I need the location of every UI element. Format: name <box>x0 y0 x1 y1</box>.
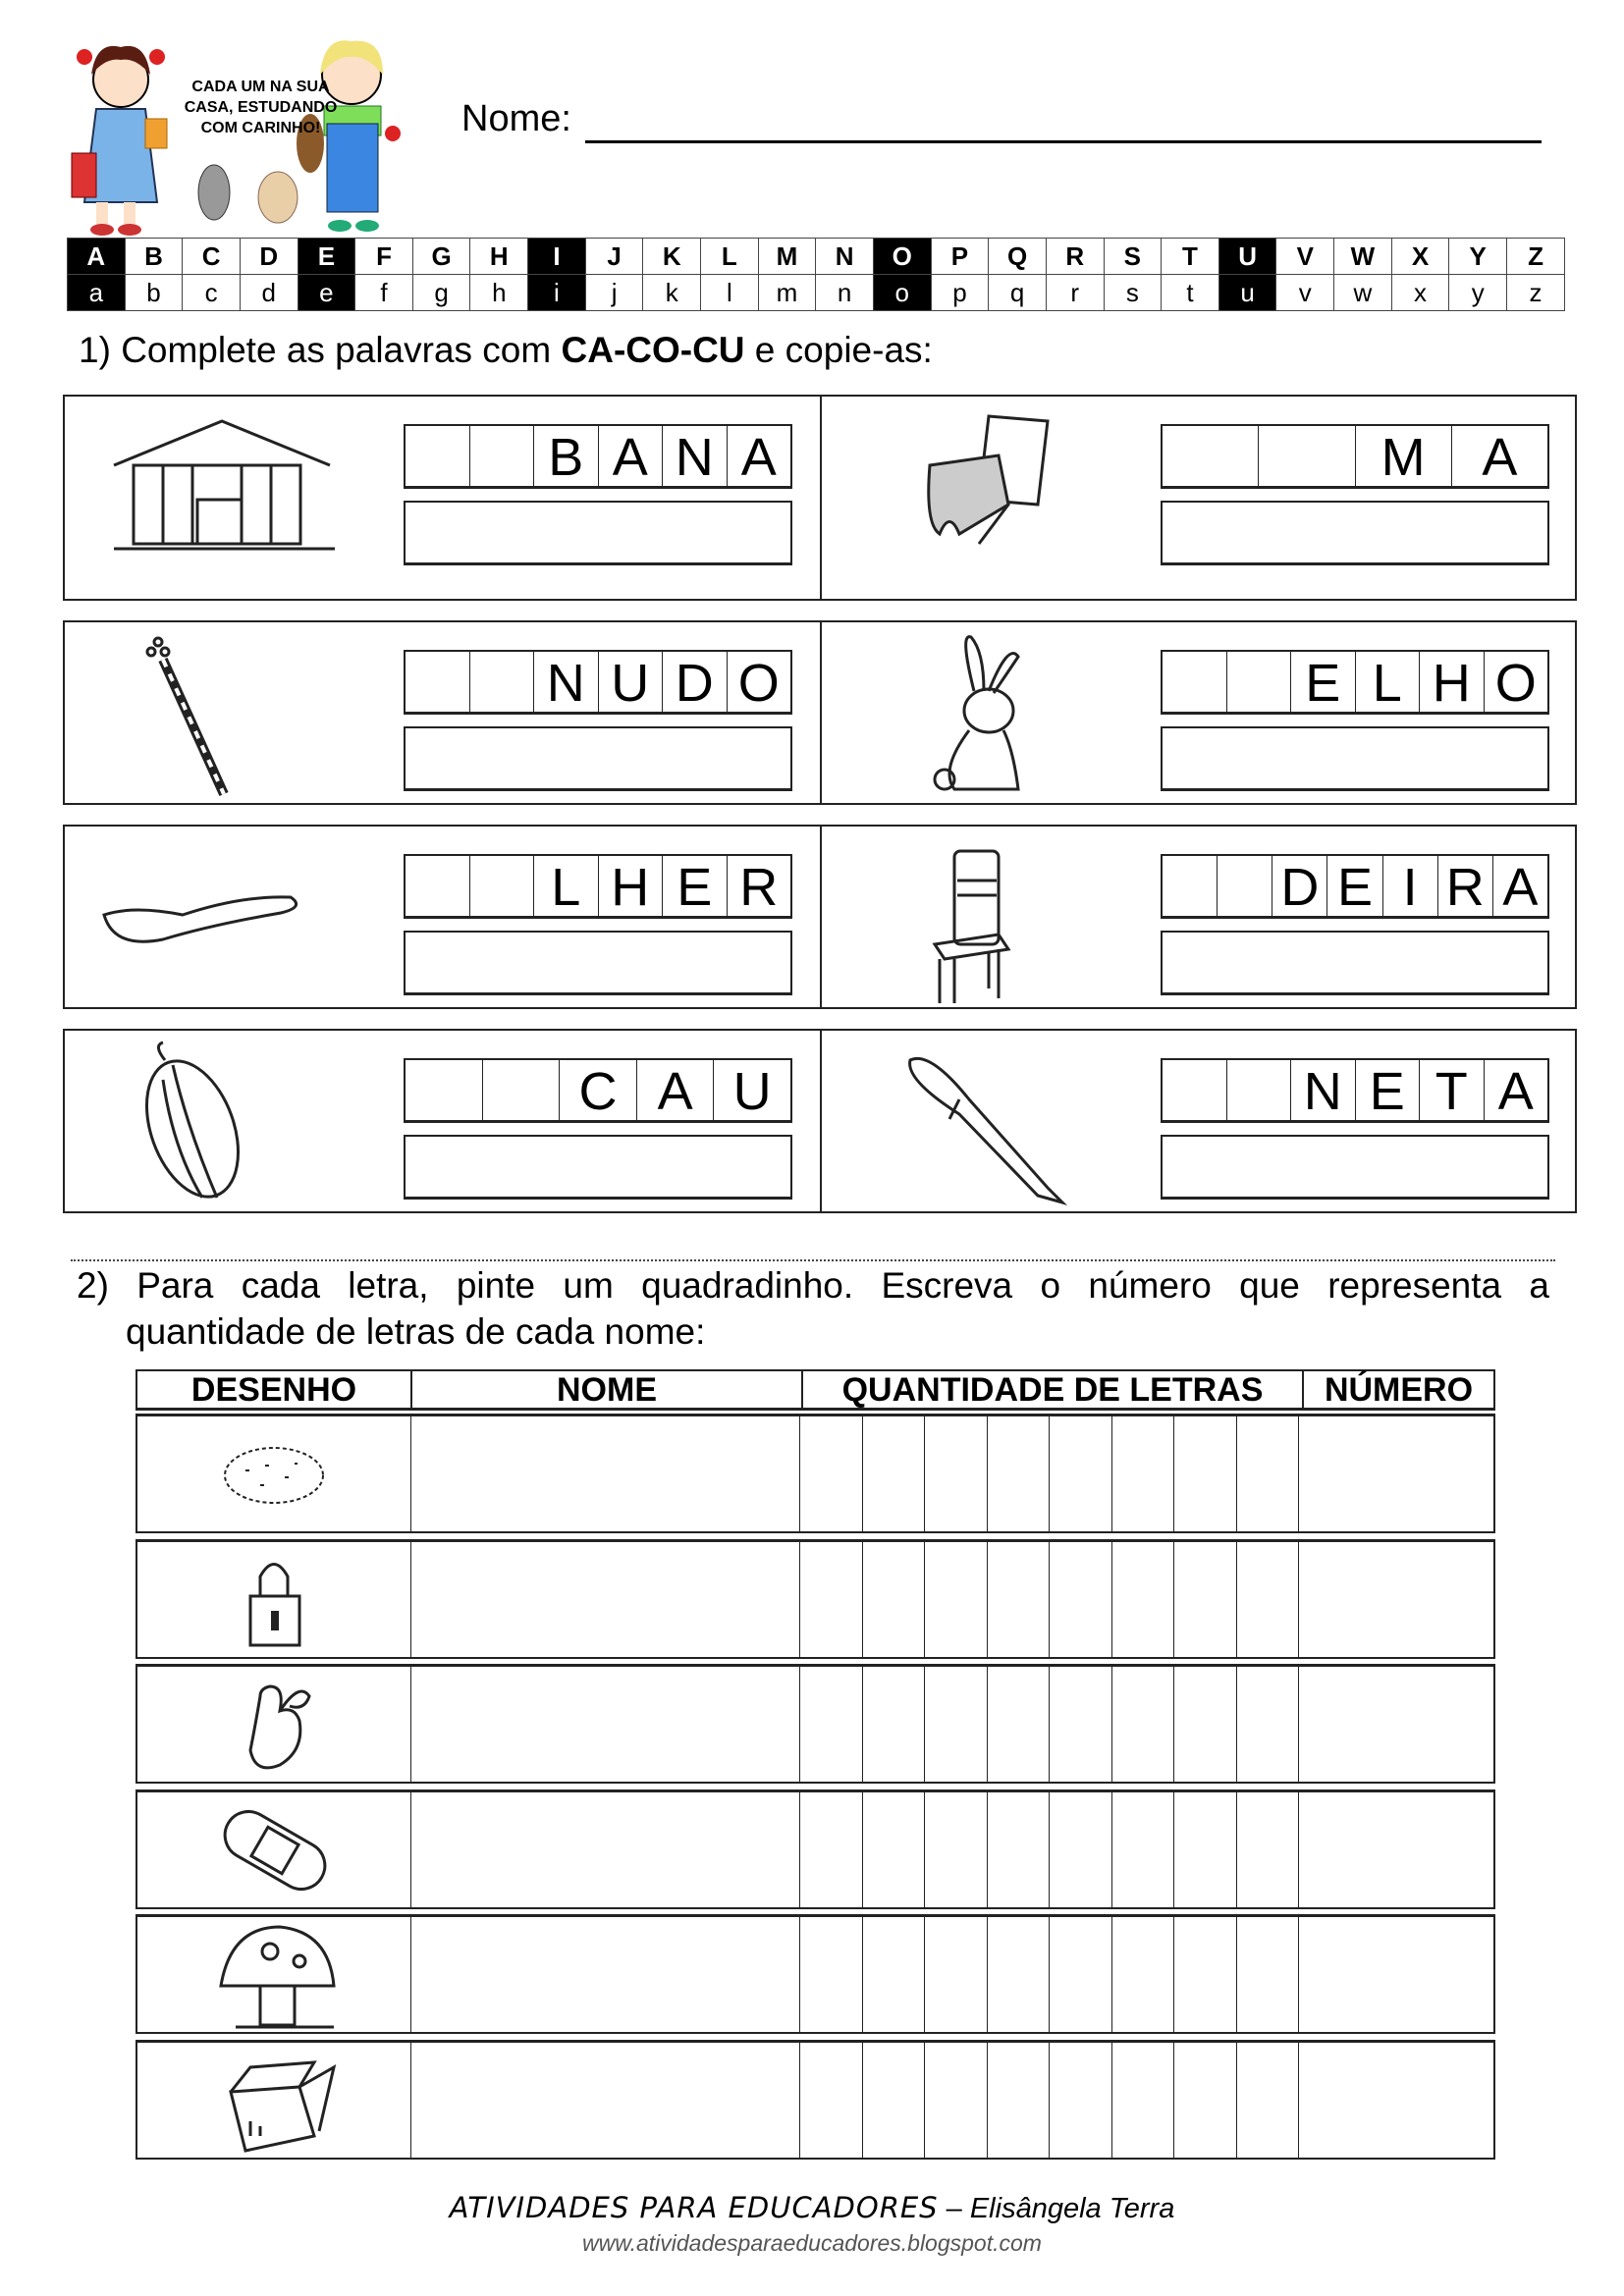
instruction-line: quantidade de letras de cada nome: <box>126 1311 706 1352</box>
given-letter: A <box>636 1060 714 1120</box>
footer-url[interactable]: www.atividadesparaeducadores.blogspot.com <box>582 2230 1042 2256</box>
given-letter: R <box>1437 856 1492 916</box>
given-letter: E <box>1290 652 1355 712</box>
letter-count-box[interactable] <box>924 1416 987 1531</box>
letter-count-box[interactable] <box>862 1792 925 1907</box>
copy-word-field[interactable] <box>1161 726 1549 791</box>
alphabet-uppercase-s: S <box>1104 239 1162 275</box>
drawing-cell <box>137 1667 410 1782</box>
alphabet-lowercase-i: i <box>528 275 586 311</box>
given-letter: H <box>598 856 663 916</box>
letter-count-box[interactable] <box>1111 2043 1174 2158</box>
name-cell[interactable] <box>410 1667 799 1782</box>
number-cell[interactable] <box>1298 2043 1493 2158</box>
given-letter: U <box>598 652 663 712</box>
alphabet-uppercase-i: I <box>528 239 586 275</box>
word-item <box>65 1031 820 1211</box>
letter-count-box[interactable] <box>1236 1917 1299 2032</box>
letter-count-box[interactable] <box>987 1917 1050 2032</box>
pen-icon <box>851 1041 1146 1212</box>
letter-boxes <box>1161 1058 1549 1123</box>
blank-letter-box[interactable] <box>469 856 534 916</box>
drawing-cell <box>137 1542 410 1657</box>
given-letter: N <box>533 652 598 712</box>
alphabet-lowercase-l: l <box>701 275 759 311</box>
footer-credit <box>0 2191 1624 2225</box>
letter-count-box[interactable] <box>1236 1792 1299 1907</box>
given-letter: L <box>533 856 598 916</box>
alphabet-lowercase-f: f <box>355 275 413 311</box>
letter-count-box[interactable] <box>862 2043 925 2158</box>
alphabet-uppercase-x: X <box>1391 239 1449 275</box>
alphabet-uppercase-v: V <box>1276 239 1334 275</box>
alphabet-lowercase-u: u <box>1218 275 1276 311</box>
copy-word-field[interactable] <box>1161 931 1549 995</box>
letter-count-box[interactable] <box>924 1792 987 1907</box>
given-letter: B <box>533 426 598 486</box>
alphabet-uppercase-j: J <box>585 239 643 275</box>
name-label: Nome: <box>461 98 571 139</box>
given-letter: I <box>1382 856 1437 916</box>
table-row <box>135 1914 1495 2034</box>
letter-boxes <box>1161 424 1549 489</box>
word-item <box>65 622 820 803</box>
blank-letter-box[interactable] <box>406 1060 482 1120</box>
instruction-line: 2) Para cada letra, pinte um quadradinho. Escreva o número que representa a <box>77 1265 1549 1306</box>
alphabet-uppercase-o: O <box>873 239 931 275</box>
letter-count-box[interactable] <box>987 2043 1050 2158</box>
padlock-icon <box>137 1542 410 1663</box>
given-letter: D <box>662 652 727 712</box>
given-letter: U <box>713 1060 790 1120</box>
alphabet-lowercase-q: q <box>989 275 1047 311</box>
letter-count-box[interactable] <box>1111 1542 1174 1657</box>
bandage-icon <box>137 1792 410 1913</box>
letter-count-box[interactable] <box>1049 1667 1111 1782</box>
blank-letter-box[interactable] <box>1163 652 1226 712</box>
letter-count-box[interactable] <box>862 1416 925 1531</box>
header-nome: NOME <box>410 1371 801 1408</box>
alphabet-uppercase-l: L <box>701 239 759 275</box>
copy-word-field[interactable] <box>404 1135 792 1200</box>
alphabet-lowercase-t: t <box>1162 275 1219 311</box>
house-icon <box>94 406 389 559</box>
copy-word-field[interactable] <box>404 726 792 791</box>
word-item <box>820 827 1577 1007</box>
letter-count-box[interactable] <box>1049 1917 1111 2032</box>
drawing-cell <box>137 1792 410 1907</box>
alphabet-lowercase-r: r <box>1046 275 1104 311</box>
table-row <box>135 1664 1495 1784</box>
alphabet-lowercase-b: b <box>125 275 183 311</box>
exercise1-row <box>63 825 1577 1009</box>
table-row <box>135 1539 1495 1659</box>
letter-count-box[interactable] <box>987 1667 1050 1782</box>
letter-count-box[interactable] <box>1173 1917 1236 2032</box>
logo-slogan <box>175 77 347 138</box>
mushroom-icon <box>137 1917 410 2038</box>
name-field-line[interactable] <box>585 140 1542 143</box>
given-letter: E <box>1326 856 1381 916</box>
cashew-icon <box>137 1667 410 1788</box>
number-cell[interactable] <box>1298 1792 1493 1907</box>
exercise2-instruction <box>77 1262 1549 1355</box>
letter-count-box[interactable] <box>862 1667 925 1782</box>
alphabet-uppercase-c: C <box>183 239 241 275</box>
alphabet-uppercase-n: N <box>816 239 874 275</box>
given-letter: M <box>1355 426 1451 486</box>
letter-count-box[interactable] <box>799 1917 862 2032</box>
alphabet-uppercase-q: Q <box>989 239 1047 275</box>
letter-count-box[interactable] <box>924 1667 987 1782</box>
given-letter: O <box>1484 652 1548 712</box>
name-cell[interactable] <box>410 2043 799 2158</box>
letter-count-box[interactable] <box>1236 1542 1299 1657</box>
letter-boxes <box>404 424 792 489</box>
blank-letter-box[interactable] <box>406 856 469 916</box>
blank-letter-box[interactable] <box>406 426 469 486</box>
alphabet-uppercase-h: H <box>470 239 528 275</box>
footer-separator: – <box>938 2193 970 2224</box>
slogan-line: CASA, ESTUDANDO <box>184 99 338 116</box>
alphabet-uppercase-y: Y <box>1449 239 1507 275</box>
alphabet-uppercase-b: B <box>125 239 183 275</box>
alphabet-lowercase-j: j <box>585 275 643 311</box>
letter-count-box[interactable] <box>799 1542 862 1657</box>
letter-count-box[interactable] <box>1111 1416 1174 1531</box>
letter-count-box[interactable] <box>1049 1792 1111 1907</box>
chair-icon <box>851 836 1146 1008</box>
letter-boxes <box>404 650 792 715</box>
letter-count-box[interactable] <box>924 1542 987 1657</box>
alphabet-lowercase-a: a <box>68 275 126 311</box>
alphabet-lowercase-x: x <box>1391 275 1449 311</box>
alphabet-uppercase-e: E <box>298 239 355 275</box>
letter-count-box[interactable] <box>1173 1792 1236 1907</box>
exercise1-row <box>63 620 1577 805</box>
given-letter: T <box>1419 1060 1484 1120</box>
letter-count-box[interactable] <box>1111 1917 1174 2032</box>
number-cell[interactable] <box>1298 1542 1493 1657</box>
letter-boxes <box>404 1058 792 1123</box>
coconut-icon <box>137 1416 410 1537</box>
slogan-line: COM CARINHO! <box>200 120 321 136</box>
blank-letter-box[interactable] <box>482 1060 560 1120</box>
letter-count-box[interactable] <box>1173 1416 1236 1531</box>
number-cell[interactable] <box>1298 1917 1493 2032</box>
letter-count-box[interactable] <box>1049 1416 1111 1531</box>
given-letter: C <box>559 1060 636 1120</box>
alphabet-uppercase-a: A <box>68 239 126 275</box>
given-letter: A <box>1484 1060 1548 1120</box>
header-quantidade: QUANTIDADE DE LETRAS <box>801 1371 1302 1408</box>
header-numero: NÚMERO <box>1302 1371 1493 1408</box>
drawing-cell <box>137 1416 410 1531</box>
cacao-icon <box>94 1041 389 1212</box>
given-letter: H <box>1419 652 1484 712</box>
walking-stick-icon <box>94 632 389 804</box>
header-desenho: DESENHO <box>190 1371 357 1409</box>
word-item <box>820 397 1577 599</box>
letter-count-box[interactable] <box>1049 1542 1111 1657</box>
given-letter: O <box>727 652 791 712</box>
blank-letter-box[interactable] <box>1258 426 1354 486</box>
letter-count-box[interactable] <box>799 1416 862 1531</box>
alphabet-lowercase-s: s <box>1104 275 1162 311</box>
given-letter: A <box>1451 426 1547 486</box>
given-letter: N <box>662 426 727 486</box>
name-cell[interactable] <box>410 1792 799 1907</box>
given-letter: R <box>727 856 791 916</box>
alphabet-uppercase-k: K <box>643 239 701 275</box>
blank-letter-box[interactable] <box>1226 1060 1291 1120</box>
number-cell[interactable] <box>1298 1667 1493 1782</box>
letter-count-box[interactable] <box>1049 2043 1111 2158</box>
given-letter: E <box>1355 1060 1420 1120</box>
uppercase-row <box>68 239 1565 275</box>
letter-count-box[interactable] <box>1236 1667 1299 1782</box>
letter-count-box[interactable] <box>799 1667 862 1782</box>
table-row <box>135 1414 1495 1533</box>
blank-letter-box[interactable] <box>469 652 534 712</box>
table-row <box>135 1789 1495 1909</box>
alphabet-strip <box>67 238 1565 311</box>
word-item <box>65 397 820 599</box>
blank-letter-box[interactable] <box>1163 426 1258 486</box>
letter-boxes <box>404 854 792 919</box>
letter-count-box[interactable] <box>862 1542 925 1657</box>
alphabet-uppercase-f: F <box>355 239 413 275</box>
letter-boxes <box>1161 854 1549 919</box>
footer-brand: ATIVIDADES PARA EDUCADORES <box>449 2191 939 2224</box>
number-cell[interactable] <box>1298 1416 1493 1531</box>
letter-count-box[interactable] <box>1173 1542 1236 1657</box>
letter-count-box[interactable] <box>924 2043 987 2158</box>
letter-count-box[interactable] <box>987 1416 1050 1531</box>
box-icon <box>137 2043 410 2163</box>
alphabet-lowercase-e: e <box>298 275 355 311</box>
blank-letter-box[interactable] <box>469 426 534 486</box>
blank-letter-box[interactable] <box>1163 856 1217 916</box>
instruction-text: Complete as palavras com <box>121 330 562 370</box>
letter-count-box[interactable] <box>799 2043 862 2158</box>
blank-letter-box[interactable] <box>406 652 469 712</box>
given-letter: A <box>1492 856 1547 916</box>
letter-count-box[interactable] <box>987 1792 1050 1907</box>
alphabet-lowercase-z: z <box>1507 275 1565 311</box>
alphabet-uppercase-w: W <box>1334 239 1392 275</box>
copy-word-field[interactable] <box>1161 1135 1549 1200</box>
letter-count-box[interactable] <box>1111 1792 1174 1907</box>
alphabet-uppercase-t: T <box>1162 239 1219 275</box>
letter-count-box[interactable] <box>1236 2043 1299 2158</box>
footer-author: Elisângela Terra <box>969 2193 1175 2224</box>
alphabet-lowercase-d: d <box>240 275 298 311</box>
alphabet-uppercase-g: G <box>412 239 470 275</box>
letter-count-box[interactable] <box>862 1917 925 2032</box>
name-cell[interactable] <box>410 1416 799 1531</box>
word-item <box>820 1031 1577 1211</box>
alphabet-lowercase-w: w <box>1334 275 1392 311</box>
blank-letter-box[interactable] <box>1163 1060 1226 1120</box>
exercise1-row <box>63 395 1577 601</box>
letter-count-box[interactable] <box>924 1917 987 2032</box>
given-letter: A <box>598 426 663 486</box>
lowercase-row <box>68 275 1565 311</box>
copy-word-field[interactable] <box>404 501 792 565</box>
alphabet-uppercase-r: R <box>1046 239 1104 275</box>
alphabet-lowercase-h: h <box>470 275 528 311</box>
spoon-icon <box>94 836 389 988</box>
alphabet-lowercase-g: g <box>412 275 470 311</box>
letter-count-box[interactable] <box>987 1542 1050 1657</box>
drawing-cell <box>137 1917 410 2032</box>
instruction-text: e copie-as: <box>744 330 933 370</box>
copy-word-field[interactable] <box>404 931 792 995</box>
copy-word-field[interactable] <box>1161 501 1549 565</box>
drawing-cell <box>137 2043 410 2158</box>
alphabet-lowercase-k: k <box>643 275 701 311</box>
letter-count-box[interactable] <box>1111 1667 1174 1782</box>
word-item <box>820 622 1577 803</box>
table-header <box>135 1369 1495 1411</box>
alphabet-uppercase-p: P <box>931 239 989 275</box>
letter-boxes <box>1161 650 1549 715</box>
alphabet-lowercase-n: n <box>816 275 874 311</box>
letter-count-box[interactable] <box>1173 1667 1236 1782</box>
name-cell[interactable] <box>410 1542 799 1657</box>
given-letter: N <box>1290 1060 1355 1120</box>
alphabet-lowercase-c: c <box>183 275 241 311</box>
letter-count-box[interactable] <box>799 1792 862 1907</box>
cradle-icon <box>851 406 1146 559</box>
alphabet-lowercase-p: p <box>931 275 989 311</box>
blank-letter-box[interactable] <box>1217 856 1272 916</box>
alphabet-uppercase-d: D <box>240 239 298 275</box>
alphabet-lowercase-y: y <box>1449 275 1507 311</box>
blank-letter-box[interactable] <box>1226 652 1291 712</box>
alphabet-lowercase-o: o <box>873 275 931 311</box>
letter-count-box[interactable] <box>1236 1416 1299 1531</box>
syllables-highlight: CA-CO-CU <box>561 330 745 370</box>
exercise1-instruction <box>79 330 933 371</box>
exercise1-row <box>63 1029 1577 1213</box>
rabbit-icon <box>851 632 1146 804</box>
slogan-line: CADA UM NA SUA <box>191 79 330 95</box>
given-letter: D <box>1272 856 1326 916</box>
alphabet-uppercase-m: M <box>758 239 816 275</box>
table-row <box>135 2040 1495 2160</box>
name-cell[interactable] <box>410 1917 799 2032</box>
word-item <box>65 827 820 1007</box>
alphabet-lowercase-m: m <box>758 275 816 311</box>
exercise-number: 1) <box>79 330 111 370</box>
alphabet-uppercase-z: Z <box>1507 239 1565 275</box>
alphabet-uppercase-u: U <box>1218 239 1276 275</box>
given-letter: A <box>727 426 791 486</box>
section-divider <box>71 1259 1555 1261</box>
given-letter: L <box>1355 652 1420 712</box>
letter-count-box[interactable] <box>1173 2043 1236 2158</box>
given-letter: E <box>662 856 727 916</box>
alphabet-lowercase-v: v <box>1276 275 1334 311</box>
